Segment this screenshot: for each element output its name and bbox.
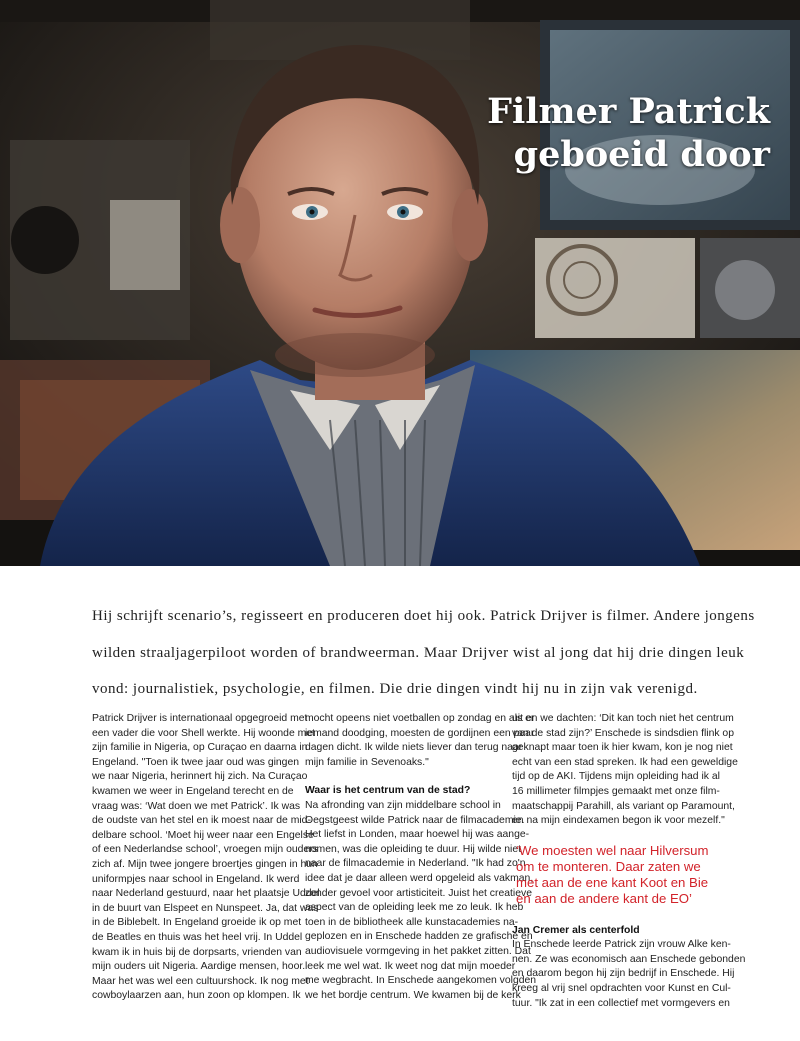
body-line: we naar Nigeria, herinnert hij zich. Na Curaçao bbox=[92, 771, 308, 783]
body-line: naar de filmacademie in Nederland. "Ik had zo'n bbox=[305, 858, 526, 870]
section-heading: Jan Cremer als centerfold bbox=[512, 924, 640, 936]
pull-quote-line: en aan de andere kant de EO’ bbox=[516, 891, 692, 907]
headline-line-2: geboeid door bbox=[513, 134, 770, 175]
body-line: tuur. "Ik zat in een collectief met vormgevers en bbox=[512, 997, 730, 1009]
body-line: nomen, was die opleiding te duur. Hij wilde niet bbox=[305, 843, 522, 855]
body-line: Maar het was wel een cultuurshock. Ik nog met bbox=[92, 975, 309, 987]
body-line: en na mijn eindexamen begon ik voor mezelf." bbox=[512, 815, 725, 827]
pull-quote-line: ‘We moesten wel naar Hilversum bbox=[516, 842, 709, 858]
body-line: leek me wel wat. Ik weet nog dat mijn moeder bbox=[305, 960, 516, 972]
pull-quote-line: met aan de ene kant Koot en Bie bbox=[516, 875, 709, 891]
body-line: uit en we dachten: ‘Dit kan toch niet het centrum bbox=[512, 713, 734, 724]
body-line: Oegstgeest wilde Patrick naar de filmacademie. bbox=[305, 814, 525, 826]
body-line: audiovisuele vormgeving in het pakket zitten. Dat bbox=[305, 945, 531, 957]
intro-paragraph bbox=[92, 598, 755, 708]
intro-line: wilden straaljagerpiloot worden of brandweerman. Maar Drijver wist al jong dat hij drie dingen leuk bbox=[92, 644, 745, 661]
body-line: in de buurt van Elspeet en Nunspeet. Ja, dat was bbox=[92, 902, 319, 914]
body-line: nen. Ze was economisch aan Enschede gebonden bbox=[512, 953, 746, 965]
body-line: geknapt maar toen ik hier kwam, kon je nog niet bbox=[512, 742, 733, 754]
body-line: kwamen we weer in Engeland terecht en de bbox=[92, 785, 294, 797]
body-line: we het bordje centrum. We kwamen bij de kerk bbox=[305, 989, 521, 1001]
body-line: Patrick Drijver is internationaal opgegroeid met bbox=[92, 713, 308, 724]
intro-line: vond: journalistiek, psychologie, en filmen. Die drie dingen vindt hij nu in zijn vak verenigd. bbox=[92, 681, 698, 697]
body-line: me wegbracht. In Enschede aangekomen volgden bbox=[305, 975, 537, 987]
body-line: iemand doodging, moesten de gordijnen een paar bbox=[305, 727, 535, 739]
body-line: echt van een stad spreken. Ik had een geweldige bbox=[512, 756, 738, 768]
body-column-1 bbox=[92, 712, 320, 1004]
intro-line: Hij schrijft scenario’s, regisseert en produceren doet hij ook. Patrick Drijver is filmer. Andere jongens bbox=[92, 608, 755, 624]
body-line: en daarom begon hij zijn bedrijf in Enschede. Hij bbox=[512, 968, 735, 980]
body-line: kreeg al vrij snel opdrachten voor Kunst en Cul- bbox=[512, 982, 731, 994]
body-line: kwam ik in huis bij de dorpsarts, vrienden van bbox=[92, 946, 302, 958]
body-line: delbare school. ‘Moet hij weer naar een Engelse bbox=[92, 829, 314, 841]
body-line: mijn familie in Sevenoaks." bbox=[305, 756, 429, 768]
body-line: aspect van de opleiding leek me zo leuk. Ik heb bbox=[305, 902, 524, 914]
body-column-3 bbox=[512, 712, 746, 1011]
headline-line-1: Filmer Patrick bbox=[487, 91, 770, 132]
body-line: cowboylaarzen aan, hun zoon op klompen. Ik bbox=[92, 990, 301, 1002]
body-column-2 bbox=[305, 712, 537, 1003]
body-line: uniformpjes naar school in Engeland. Ik werd bbox=[92, 873, 300, 885]
body-line: zijn familie in Nigeria, op Curaçao en daarna in bbox=[92, 742, 308, 754]
body-line: of een Nederlandse school’, vroegen mijn ouders bbox=[92, 844, 318, 856]
body-line: geplozen en in Enschede hadden ze grafische en bbox=[305, 931, 533, 943]
body-line: zonder gevoel voor artisticiteit. Juist het creatieve bbox=[305, 887, 532, 899]
body-line: In Enschede leerde Patrick zijn vrouw Alke ken- bbox=[512, 939, 731, 951]
body-line: van de stad zijn?’ Enschede is sindsdien flink op bbox=[512, 727, 734, 739]
body-line: de Beatles en thuis was het heel vrij. In Uddel bbox=[92, 931, 303, 943]
body-line: naar Nederland gestuurd, naar het plaatsje Uddel bbox=[92, 888, 320, 900]
body-line: Engeland. "Toen ik twee jaar oud was gingen bbox=[92, 756, 300, 768]
body-line: Het liefst in Londen, maar hoewel hij was aange- bbox=[305, 829, 530, 841]
body-line: tijd op de AKI. Tijdens mijn opleiding had ik al bbox=[512, 771, 720, 783]
body-line: mijn ouders uit Nigeria. Aardige mensen, hoor. bbox=[92, 961, 306, 973]
body-line: een vader die voor Shell werkte. Hij woonde met bbox=[92, 727, 315, 739]
body-line: maatschappij Parahill, als variant op Paramount, bbox=[512, 800, 735, 812]
body-line: de oudste van het stel en ik moest naar de mid- bbox=[92, 815, 311, 827]
body-line: mocht opeens niet voetballen op zondag en als er bbox=[305, 713, 535, 724]
pull-quote-line: om te monteren. Daar zaten we bbox=[516, 858, 701, 874]
pull-quote bbox=[516, 842, 709, 908]
body-line: vraag was: ‘Wat doen we met Patrick’. Ik was bbox=[92, 800, 301, 812]
body-line: zich af. Mijn twee jongere broertjes gingen in hun bbox=[92, 858, 318, 870]
body-line: Na afronding van zijn middelbare school in bbox=[305, 799, 501, 811]
body-line: in de Biblebelt. In Engeland groeide ik op met bbox=[92, 917, 302, 929]
body-line: dagen dicht. Ik wilde niets liever dan terug naar bbox=[305, 742, 523, 754]
headline bbox=[390, 90, 770, 176]
body-line: 16 millimeter filmpjes gemaakt met onze film- bbox=[512, 785, 720, 797]
body-line: toen in de bibliotheek alle kunstacademies na- bbox=[305, 916, 519, 928]
section-heading: Waar is het centrum van de stad? bbox=[305, 785, 471, 797]
body-line: idee dat je daar alleen werd opgeleid als vakman, bbox=[305, 872, 534, 884]
